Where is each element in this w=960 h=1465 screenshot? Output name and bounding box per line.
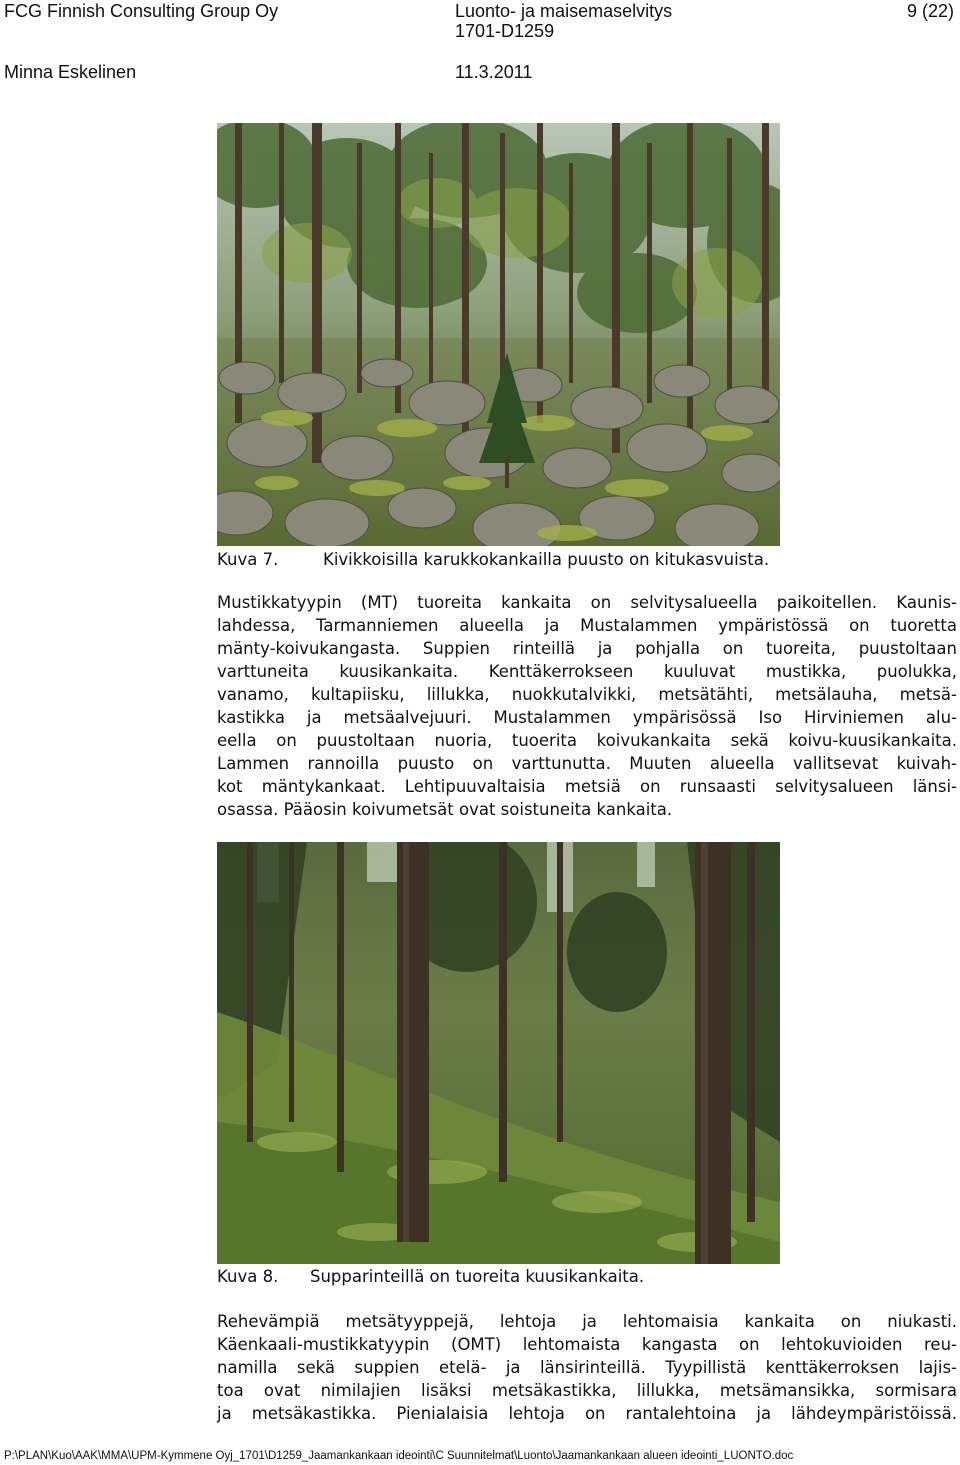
figure-7-caption — [217, 549, 769, 571]
document-date: 11.3.2011 — [455, 62, 533, 82]
report-title: Luonto- ja maisemaselvitys — [455, 1, 673, 21]
figure-7-label: Kuva 7. — [217, 550, 279, 569]
text-line: kastikka ja metsäalvejuuri. Mustalammen ympärisössä Iso Hirviniemen alu- — [217, 708, 957, 727]
photo-spruce-slope — [217, 842, 780, 1264]
text-line: Mustikkatyypin (MT) tuoreita kankaita on selvitysalueella paikoitellen. Kaunis- — [217, 593, 957, 612]
author-name: Minna Eskelinen — [4, 62, 137, 82]
figure-7-text: Kivikkoisilla karukkokankailla puusto on kitukasvuista. — [323, 550, 770, 569]
text-line: Lammen rannoilla puusto on varttunutta. Muuten alueella vallitsevat kuivah- — [217, 754, 957, 773]
page-number: 9 (22) — [906, 1, 954, 21]
text-line: ja metsäkastikka. Pienialaisia lehtoja on rantalehtoina ja lähdeympäristöissä. — [217, 1404, 957, 1423]
company-name: FCG Finnish Consulting Group Oy — [4, 1, 279, 21]
footer-file-path: P:\PLAN\Kuo\AAK\MMA\UPM-Kymmene Oyj_1701\D1259_Jaamankankaan ideointi\C Suunnitelmat\Luonto\Jaamankankaan alueen ideointi_LUONTO.doc — [4, 1450, 794, 1462]
photo-rocky-pine-forest — [217, 123, 780, 546]
text-line: namilla sekä suppien etelä- ja länsirinteillä. Tyypillistä kenttäkerroksen lajis- — [217, 1358, 957, 1377]
project-code: 1701-D1259 — [455, 21, 555, 41]
text-line: eella on puustoltaan nuoria, tuoerita koivukankaita sekä koivu-kuusikankaita. — [217, 731, 957, 750]
figure-8-caption — [217, 1266, 644, 1288]
text-line: lahdessa, Tarmanniemen alueella ja Mustalammen ympäristössä on tuoretta — [217, 616, 957, 635]
text-line: varttuneita kuusikankaita. Kenttäkerrokseen kuuluvat mustikka, puolukka, — [217, 662, 957, 681]
figure-8-label: Kuva 8. — [217, 1267, 279, 1286]
figure-8-text: Supparinteillä on tuoreita kuusikankaita. — [310, 1267, 645, 1286]
text-line: kot mäntykankaat. Lehtipuuvaltaisia metsiä on runsaasti selvitysalueen länsi- — [217, 777, 957, 796]
text-line: toa ovat nimilajien lisäksi metsäkastikka, lillukka, metsämansikka, sormisara — [217, 1381, 957, 1400]
text-line: vanamo, kultapiisku, lillukka, nuokkutalvikki, metsätähti, metsälauha, metsä- — [217, 685, 957, 704]
text-line: Rehevämpiä metsätyyppejä, lehtoja ja lehtomaisia kankaita on niukasti. — [217, 1312, 957, 1331]
text-line: osassa. Pääosin koivumetsät ovat soistuneita kankaita. — [217, 800, 673, 819]
paragraph-herb-rich-forests — [217, 1310, 957, 1425]
text-line: mänty-koivukangasta. Suppien rinteillä ja pohjalla on tuoreita, puustoltaan — [217, 639, 957, 658]
text-line: Käenkaali-mustikkatyypin (OMT) lehtomaista kangasta on lehtokuvioiden reu- — [217, 1335, 957, 1354]
paragraph-forest-types — [217, 591, 957, 821]
